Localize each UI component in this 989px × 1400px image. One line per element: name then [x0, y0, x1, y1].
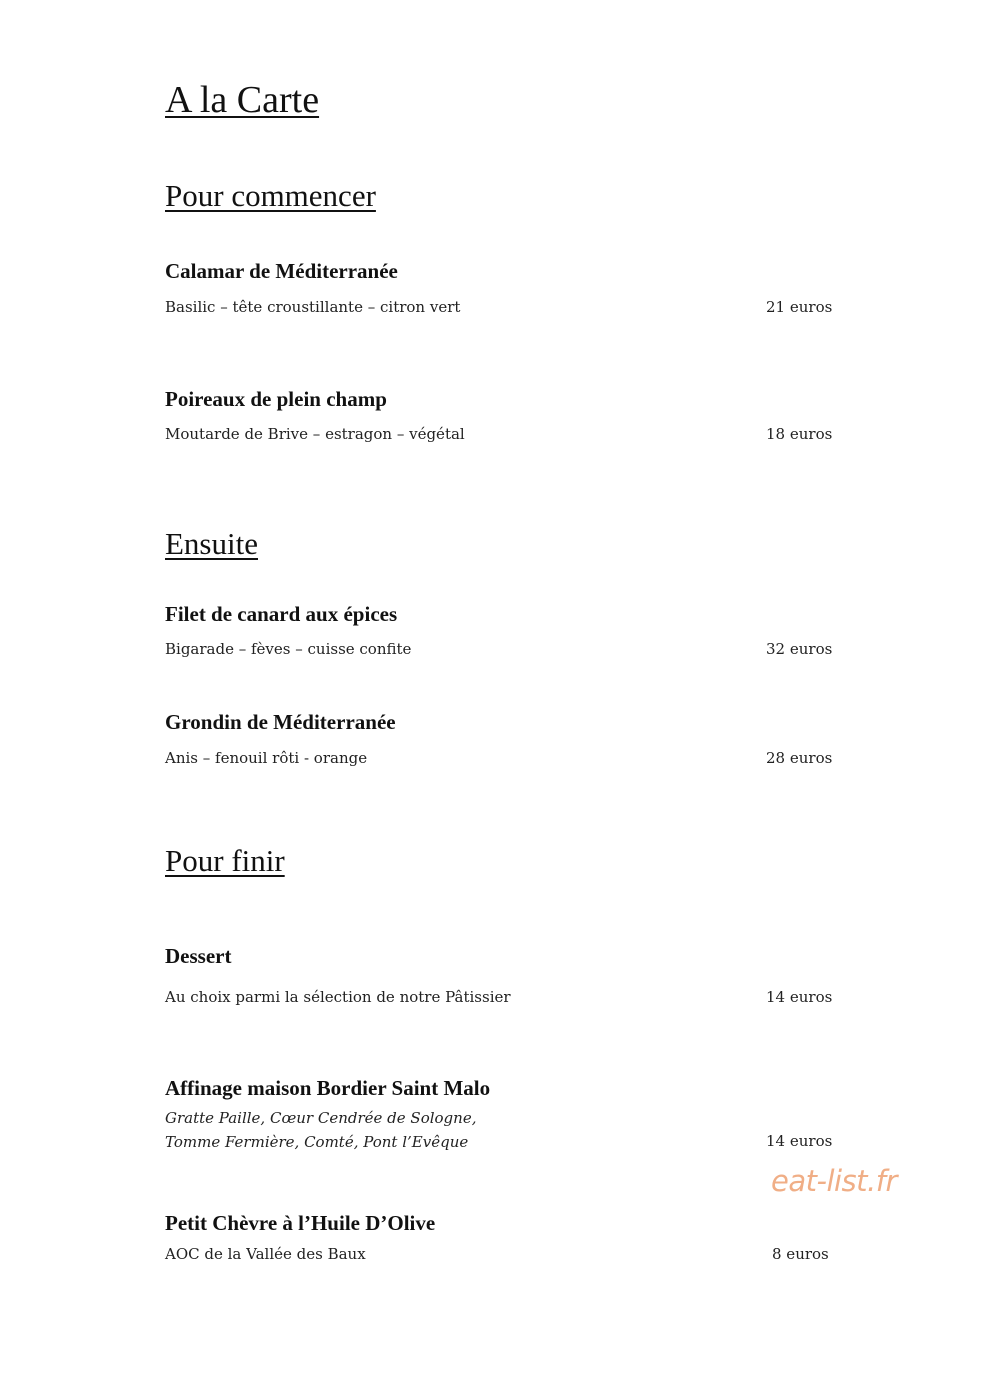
dish-name: Calamar de Méditerranée: [165, 259, 398, 283]
dish-name: Filet de canard aux épices: [165, 602, 398, 626]
section-title-pour-finir: Pour finir: [165, 843, 285, 878]
dish-price: 28 euros: [766, 749, 833, 767]
dish-description: Anis – fenouil rôti - orange: [165, 749, 368, 767]
dish-description: Basilic – tête croustillante – citron vert: [165, 298, 461, 316]
dish-name: Petit Chèvre à l’Huile D’Olive: [165, 1211, 436, 1235]
watermark-logo: eat-list.fr: [771, 1164, 897, 1198]
section-title-ensuite: Ensuite: [165, 526, 258, 561]
dish-name: Affinage maison Bordier Saint Malo: [165, 1076, 491, 1100]
dish-description: Bigarade – fèves – cuisse confite: [165, 640, 412, 658]
dish-name: Grondin de Méditerranée: [165, 710, 396, 734]
dish-description: Au choix parmi la sélection de notre Pâtissier: [165, 988, 511, 1006]
dish-description-line: Gratte Paille, Cœur Cendrée de Sologne,: [165, 1109, 477, 1127]
page-title: A la Carte: [165, 79, 320, 121]
dish-price: 14 euros: [766, 988, 833, 1006]
dish-description-line: Tomme Fermière, Comté, Pont l’Evêque: [165, 1133, 469, 1151]
dish-name: Poireaux de plein champ: [165, 387, 387, 411]
dish-price: 18 euros: [766, 425, 833, 443]
dish-price: 8 euros: [772, 1245, 829, 1263]
dish-description: AOC de la Vallée des Baux: [165, 1245, 366, 1263]
dish-price: 14 euros: [766, 1132, 833, 1150]
dish-price: 21 euros: [766, 298, 833, 316]
dish-description: Moutarde de Brive – estragon – végétal: [165, 425, 465, 443]
dish-name: Dessert: [165, 944, 232, 968]
dish-price: 32 euros: [766, 640, 833, 658]
section-title-pour-commencer: Pour commencer: [165, 178, 376, 213]
